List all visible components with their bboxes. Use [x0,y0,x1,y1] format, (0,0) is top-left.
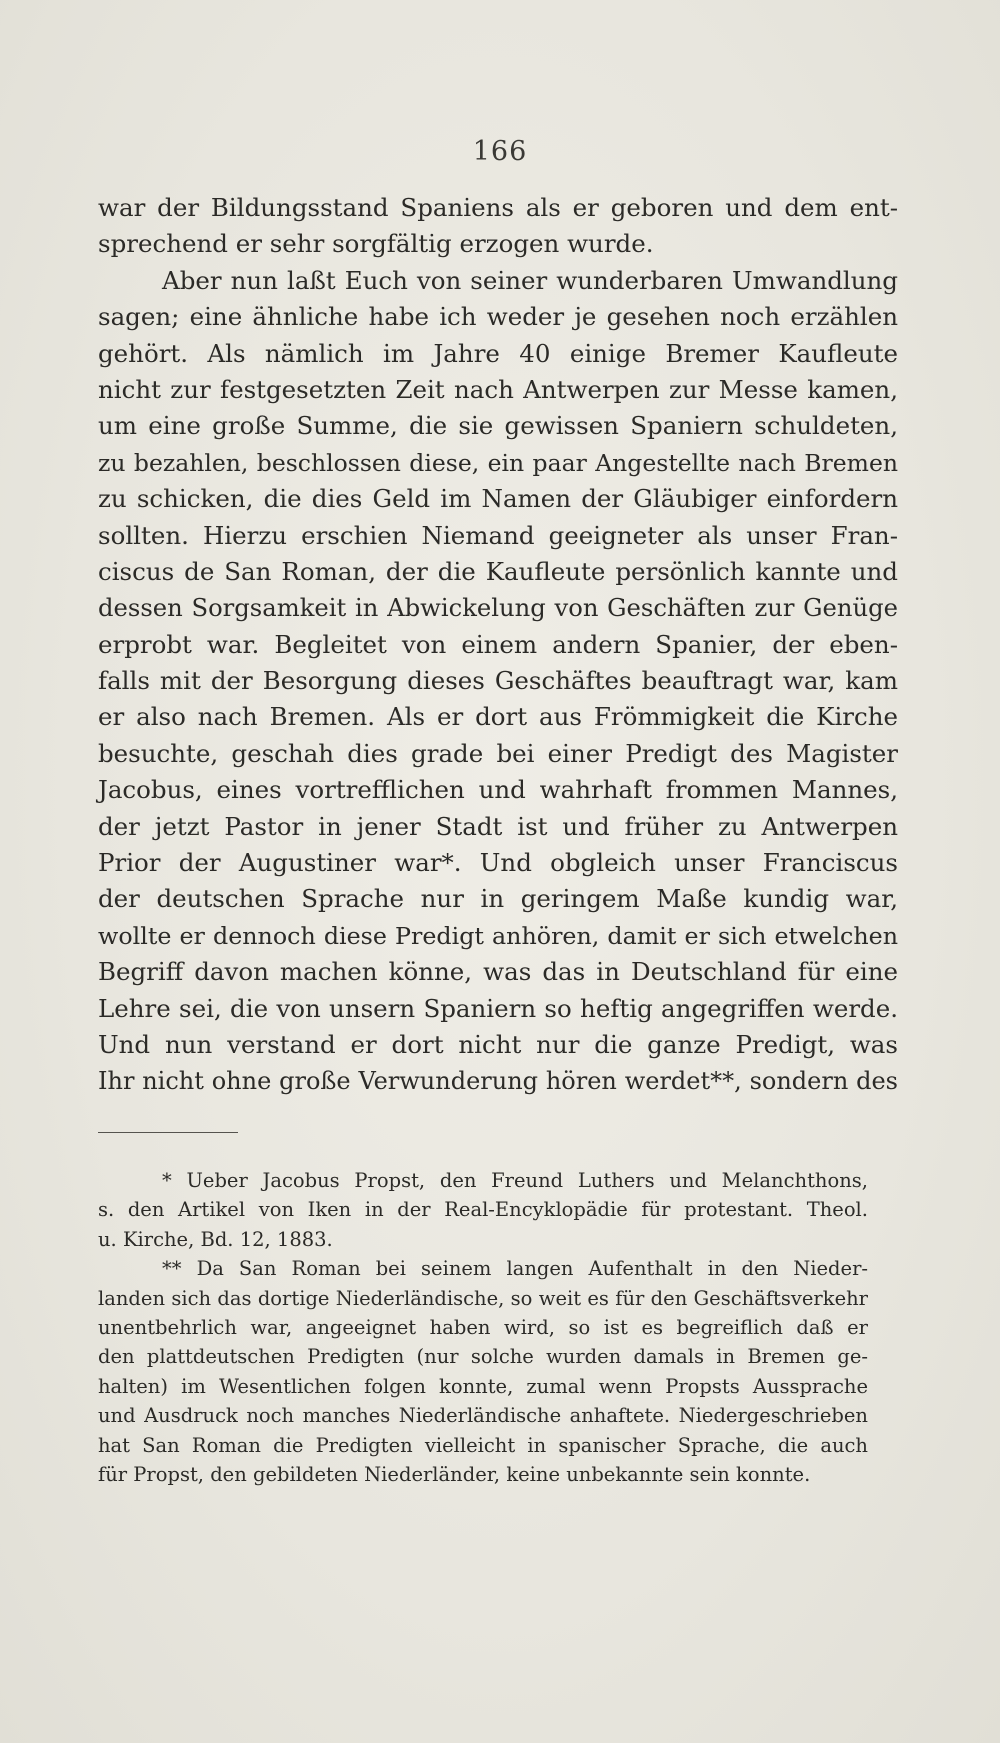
footnote-line: für Propst, den gebildeten Niederländer, keine unbekannte sein konnte. [98,1462,811,1486]
body-line: er also nach Bremen. Als er dort aus Frömmigkeit die Kirche [98,702,898,732]
body-line: Ihr nicht ohne große Verwunderung hören werdet**, sondern des [98,1067,898,1096]
body-line: der jetzt Pastor in jener Stadt ist und früher zu Antwerpen [98,811,898,841]
footnote-line: ** Da San Roman bei seinem langen Aufenthalt in den Nieder- [162,1257,868,1281]
body-line: um eine große Summe, die sie gewissen Spaniern schuldeten, [98,411,898,441]
body-line: nicht zur festgesetzten Zeit nach Antwerpen zur Messe kamen, [98,374,898,404]
body-line: Prior der Augustiner war*. Und obgleich unser Franciscus [98,848,898,878]
footnote-divider [98,1132,238,1133]
body-line: sprechend er sehr sorgfältig erzogen wurde. [98,229,654,259]
footnote-line: hat San Roman die Predigten vielleicht in spanischer Sprache, die auch [98,1433,868,1457]
footnote-line: den plattdeutschen Predigten (nur solche wurden damals in Bremen ge- [98,1345,868,1369]
body-line: Aber nun laßt Euch von seiner wunderbaren Umwandlung [162,265,898,295]
footnote-line: u. Kirche, Bd. 12, 1883. [98,1227,333,1251]
body-line: gehört. Als nämlich im Jahre 40 einige Bremer Kaufleute [98,338,898,368]
footnote-line: * Ueber Jacobus Propst, den Freund Luthers und Melanchthons, [162,1169,868,1192]
body-line: war der Bildungsstand Spaniens als er geboren und dem ent- [98,193,898,222]
body-line: falls mit der Besorgung dieses Geschäftes beauftragt war, kam [98,666,898,696]
body-line: Lehre sei, die von unsern Spaniern so heftig angegriffen werde. [98,993,898,1023]
body-line: Begriff davon machen könne, was das in Deutschland für eine [98,957,898,987]
footnote-line: s. den Artikel von Iken in der Real-Encyklopädie für protestant. Theol. [98,1198,868,1222]
body-line: besuchte, geschah dies grade bei einer Predigt des Magister [98,738,898,768]
body-line: erprobt war. Begleitet von einem andern Spanier, der eben- [98,629,898,659]
footnote-line: unentbehrlich war, angeeignet haben wird, so ist es begreiflich daß er [98,1315,868,1339]
body-line: dessen Sorgsamkeit in Abwickelung von Geschäften zur Genüge [98,593,898,623]
page-number: 166 [472,136,528,167]
footnote-line: und Ausdruck noch manches Niederländische anhaftete. Niedergeschrieben [98,1404,868,1428]
body-line: Und nun verstand er dort nicht nur die ganze Predigt, was [98,1029,898,1059]
body-line: sollten. Hierzu erschien Niemand geeigneter als unser Fran- [98,520,898,550]
footnotes [98,1166,868,1489]
body-line: Jacobus, eines vortrefflichen und wahrhaft frommen Mannes, [98,775,898,805]
body-line: wollte er dennoch diese Predigt anhören, damit er sich etwelchen [98,921,898,950]
body-line: ciscus de San Roman, der die Kaufleute persönlich kannte und [98,556,898,586]
body-line: sagen; eine ähnliche habe ich weder je gesehen noch erzählen [98,302,898,332]
body-line: der deutschen Sprache nur in geringem Maße kundig war, [98,884,898,914]
body-line: zu bezahlen, beschlossen diese, ein paar Angestellte nach Bremen [98,448,898,477]
footnote-line: halten) im Wesentlichen folgen konnte, zumal wenn Propsts Aussprache [98,1374,868,1398]
body-text [98,190,898,1100]
body-line: zu schicken, die dies Geld im Namen der Gläubiger einfordern [98,484,898,514]
footnote-line: landen sich das dortige Niederländische, so weit es für den Geschäftsverkehr [98,1286,868,1310]
